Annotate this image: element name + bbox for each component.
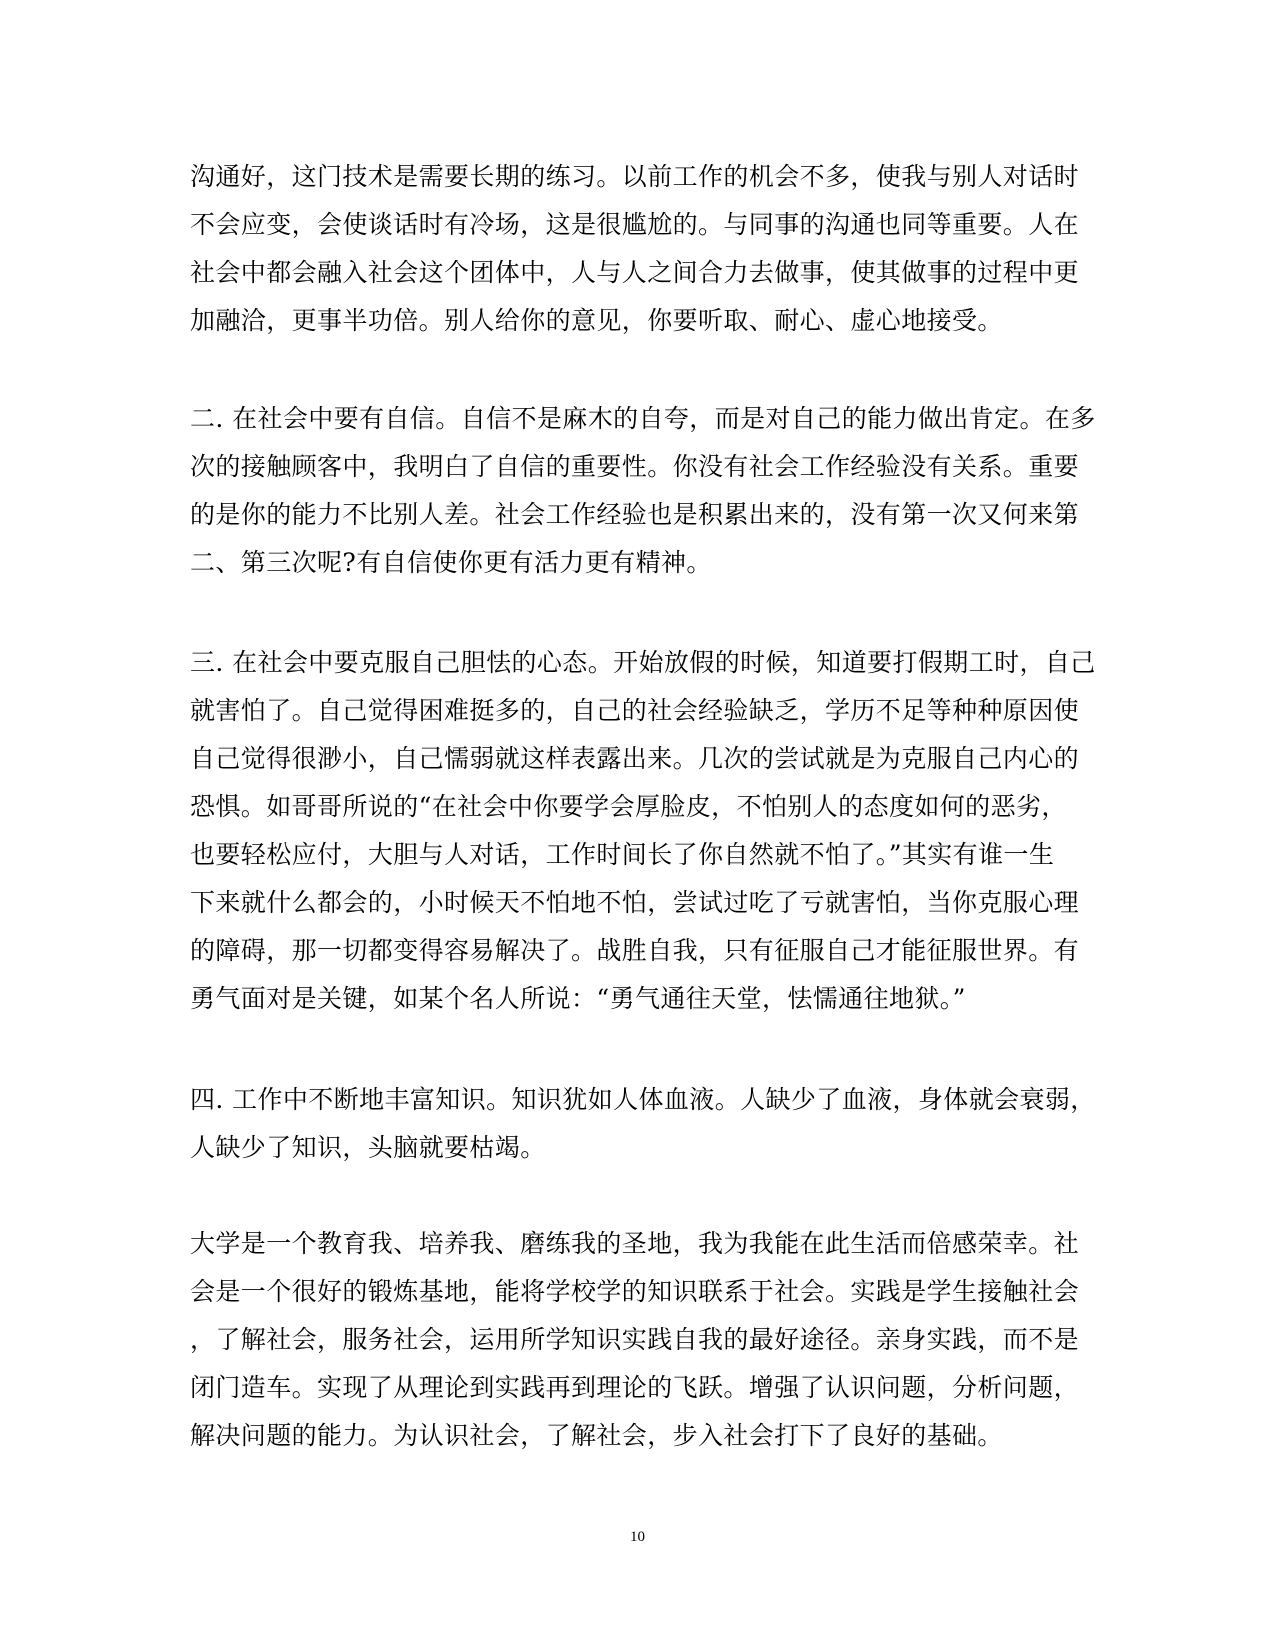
text-line: 会是一个很好的锻炼基地，能将学校学的知识联系于社会。实践是学生接触社会: [190, 1277, 1080, 1306]
text-line: 四. 工作中不断地丰富知识。知识犹如人体血液。人缺少了血液，身体就会衰弱，: [190, 1085, 1096, 1114]
page-number: 10: [630, 1529, 645, 1545]
text-line: 加融洽，更事半功倍。别人给你的意见，你要听取、耐心、虚心地接受。: [190, 306, 1003, 335]
text-line: 解决问题的能力。为认识社会，了解社会，步入社会打下了良好的基础。: [190, 1421, 1003, 1450]
text-line: 自己觉得很渺小，自己懦弱就这样表露出来。几次的尝试就是为克服自己内心的: [190, 744, 1080, 773]
text-line: 就害怕了。自己觉得困难挺多的，自己的社会经验缺乏，学历不足等种种原因使: [190, 696, 1080, 725]
text-line: 勇气面对是关键，如某个名人所说：“勇气通往天堂，怯懦通往地狱。”: [190, 984, 966, 1013]
text-line: 三. 在社会中要克服自己胆怯的心态。开始放假的时候，知道要打假期工时，自己: [190, 648, 1096, 677]
text-line: 闭门造车。实现了从理论到实践再到理论的飞跃。增强了认识问题，分析问题，: [190, 1373, 1080, 1402]
paragraph-overcome-timidity: [190, 639, 1096, 1023]
text-line: 不会应变，会使谈话时有冷场，这是很尴尬的。与同事的沟通也同等重要。人在: [190, 210, 1080, 239]
text-line: 人缺少了知识，头脑就要枯竭。: [190, 1133, 546, 1162]
text-line: 也要轻松应付，大胆与人对话，工作时间长了你自然就不怕了。”其实有谁一生: [190, 840, 1055, 869]
text-line: ，了解社会，服务社会，运用所学知识实践自我的最好途径。亲身实践，而不是: [190, 1325, 1080, 1354]
text-line: 大学是一个教育我、培养我、磨练我的圣地，我为我能在此生活而倍感荣幸。社: [190, 1229, 1080, 1258]
paragraph-communication: [190, 153, 1090, 345]
text-line: 次的接触顾客中，我明白了自信的重要性。你没有社会工作经验没有关系。重要: [190, 452, 1080, 481]
text-line: 恐惧。如哥哥所说的“在社会中你要学会厚脸皮，不怕别人的态度如何的恶劣，: [190, 792, 1067, 821]
text-line: 二. 在社会中要有自信。自信不是麻木的自夸，而是对自己的能力做出肯定。在多: [190, 404, 1096, 433]
text-line: 的是你的能力不比别人差。社会工作经验也是积累出来的，没有第一次又何来第: [190, 500, 1080, 529]
paragraph-knowledge: [190, 1076, 1096, 1172]
text-line: 的障碍，那一切都变得容易解决了。战胜自我，只有征服自己才能征服世界。有: [190, 936, 1080, 965]
text-line: 社会中都会融入社会这个团体中，人与人之间合力去做事，使其做事的过程中更: [190, 258, 1080, 287]
text-line: 沟通好，这门技术是需要长期的练习。以前工作的机会不多，使我与别人对话时: [190, 162, 1080, 191]
paragraph-confidence: [190, 395, 1096, 587]
text-line: 下来就什么都会的，小时候天不怕地不怕，尝试过吃了亏就害怕，当你克服心理: [190, 888, 1080, 917]
text-line: 二、第三次呢?有自信使你更有活力更有精神。: [190, 548, 712, 577]
paragraph-university: [190, 1220, 1090, 1460]
